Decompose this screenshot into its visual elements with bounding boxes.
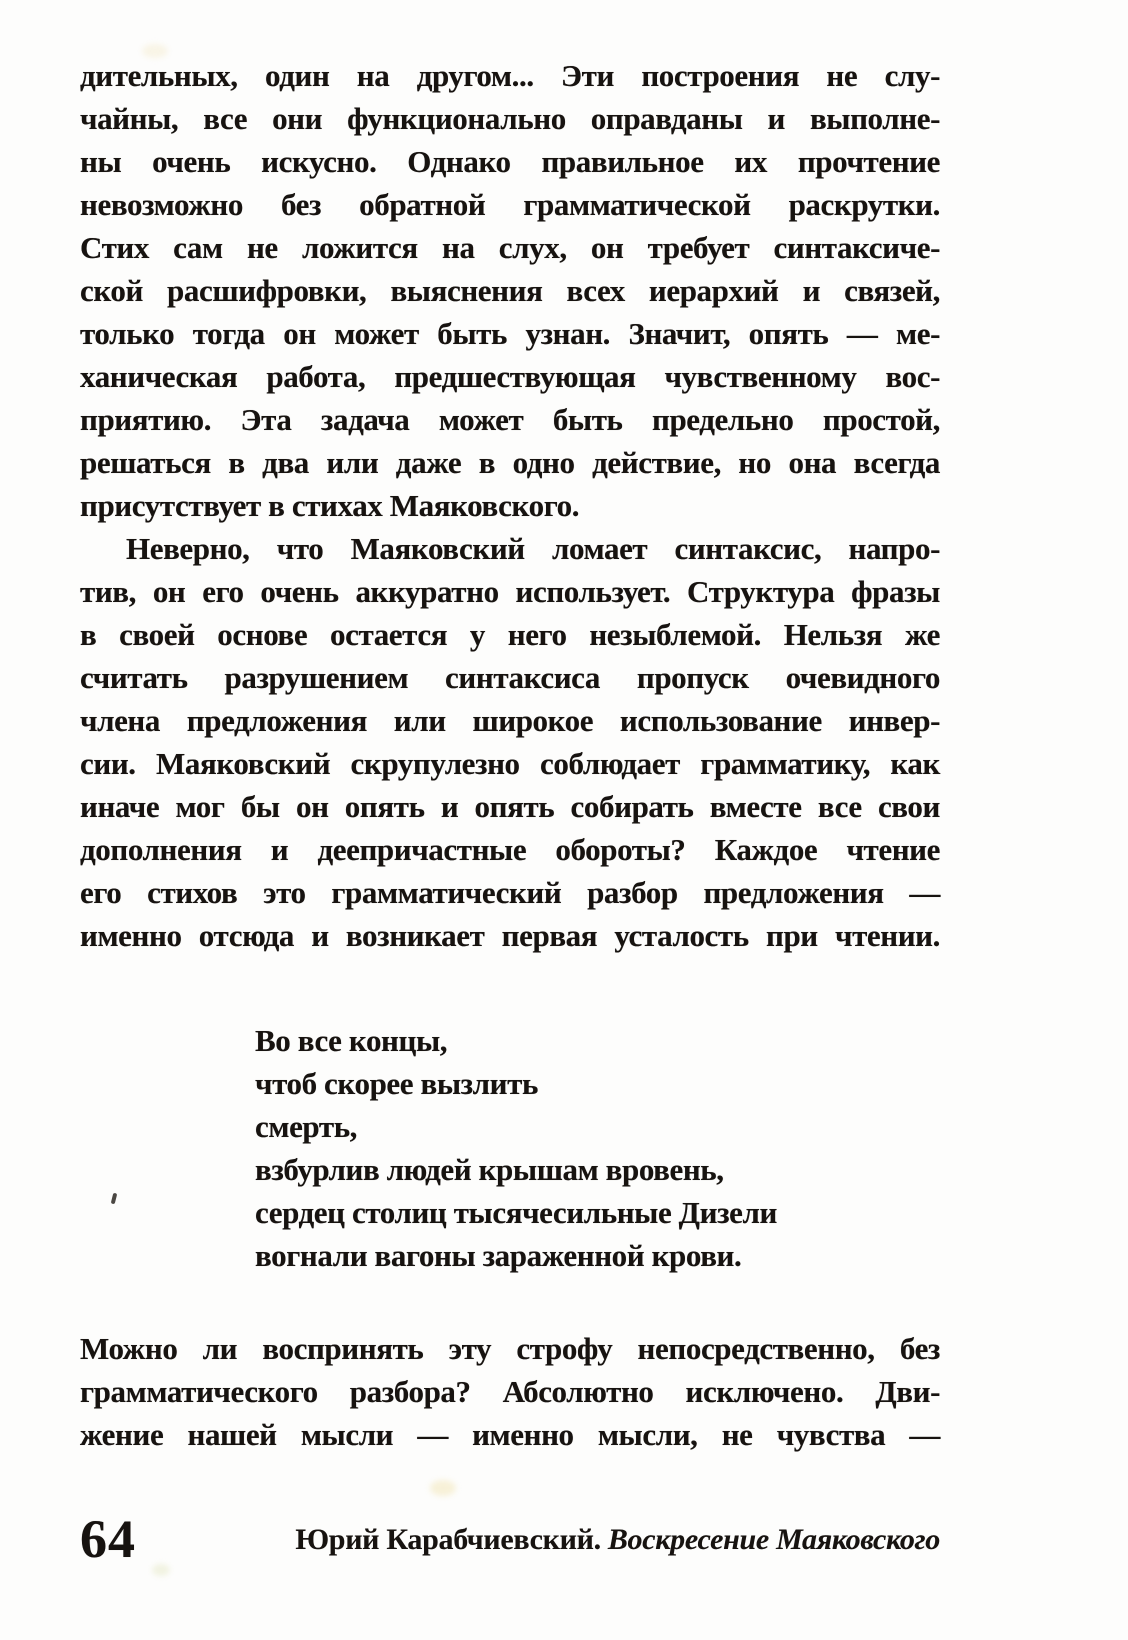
text-line: ханическая работа, предшествующая чувственному вос-	[80, 359, 940, 394]
text-line: именно отсюда и возникает первая усталость при чтении.	[80, 918, 940, 953]
text-line: решаться в два или даже в одно действие, но она всегда	[80, 445, 940, 480]
text-line: только тогда он может быть узнан. Значит, опять — ме-	[80, 316, 940, 351]
text-line: в своей основе остается у него незыблемой. Нельзя же	[80, 617, 940, 652]
verse-line: взбурлив людей крышам вровень,	[255, 1152, 724, 1187]
verse-line: Во все концы,	[255, 1023, 448, 1058]
verse-line: чтоб скорее вызлить	[255, 1066, 538, 1101]
text-line: жение нашей мысли — именно мысли, не чувства —	[80, 1417, 940, 1452]
text-line: чайны, все они функционально оправданы и выполне-	[80, 101, 940, 136]
scan-stain	[142, 44, 168, 58]
scan-stain	[430, 1480, 456, 1496]
page-footer	[80, 1504, 940, 1569]
text-line: тив, он его очень аккуратно использует. Структура фразы	[80, 574, 940, 609]
text-line: присутствует в стихах Маяковского.	[80, 488, 580, 523]
text-line: считать разрушением синтаксиса пропуск очевидного	[80, 660, 940, 695]
scan-stain	[152, 1564, 170, 1576]
text-line: ны очень искусно. Однако правильное их прочтение	[80, 144, 940, 179]
text-line: Неверно, что Маяковский ломает синтаксис, напро-	[126, 531, 940, 566]
verse-quote	[255, 1019, 940, 1277]
running-footer	[295, 1523, 940, 1557]
text-line: дительных, один на другом... Эти построения не слу-	[80, 58, 940, 93]
running-book-title: Воскресение Маяковского	[607, 1523, 940, 1556]
page-number: 64	[80, 1509, 136, 1569]
verse-line: сердец столиц тысячесильные Дизели	[255, 1195, 777, 1230]
text-line: члена предложения или широкое использование инвер-	[80, 703, 940, 738]
second-paragraph	[80, 527, 940, 957]
text-line: Можно ли воспринять эту строфу непосредственно, без	[80, 1331, 940, 1366]
text-line: Стих сам не ложится на слух, он требует синтаксиче-	[80, 230, 940, 265]
verse-line: смерть,	[255, 1109, 358, 1144]
text-line: иначе мог бы он опять и опять собирать вместе все свои	[80, 789, 940, 824]
text-line: его стихов это грамматический разбор предложения —	[80, 875, 940, 910]
text-line: невозможно без обратной грамматической раскрутки.	[80, 187, 940, 222]
text-line: ской расшифровки, выяснения всех иерархий и связей,	[80, 273, 940, 308]
running-author: Юрий Карабчиевский.	[295, 1523, 601, 1556]
text-line: грамматического разбора? Абсолютно исключено. Дви-	[80, 1374, 940, 1409]
verse-line: вогнали вагоны зараженной крови.	[255, 1238, 742, 1273]
text-line: сии. Маяковский скрупулезно соблюдает грамматику, как	[80, 746, 940, 781]
text-line: дополнения и деепричастные обороты? Каждое чтение	[80, 832, 940, 867]
opening-paragraph	[80, 54, 940, 527]
text-line: приятию. Эта задача может быть предельно простой,	[80, 402, 940, 437]
closing-paragraph	[80, 1327, 940, 1456]
page-text	[80, 54, 940, 1456]
